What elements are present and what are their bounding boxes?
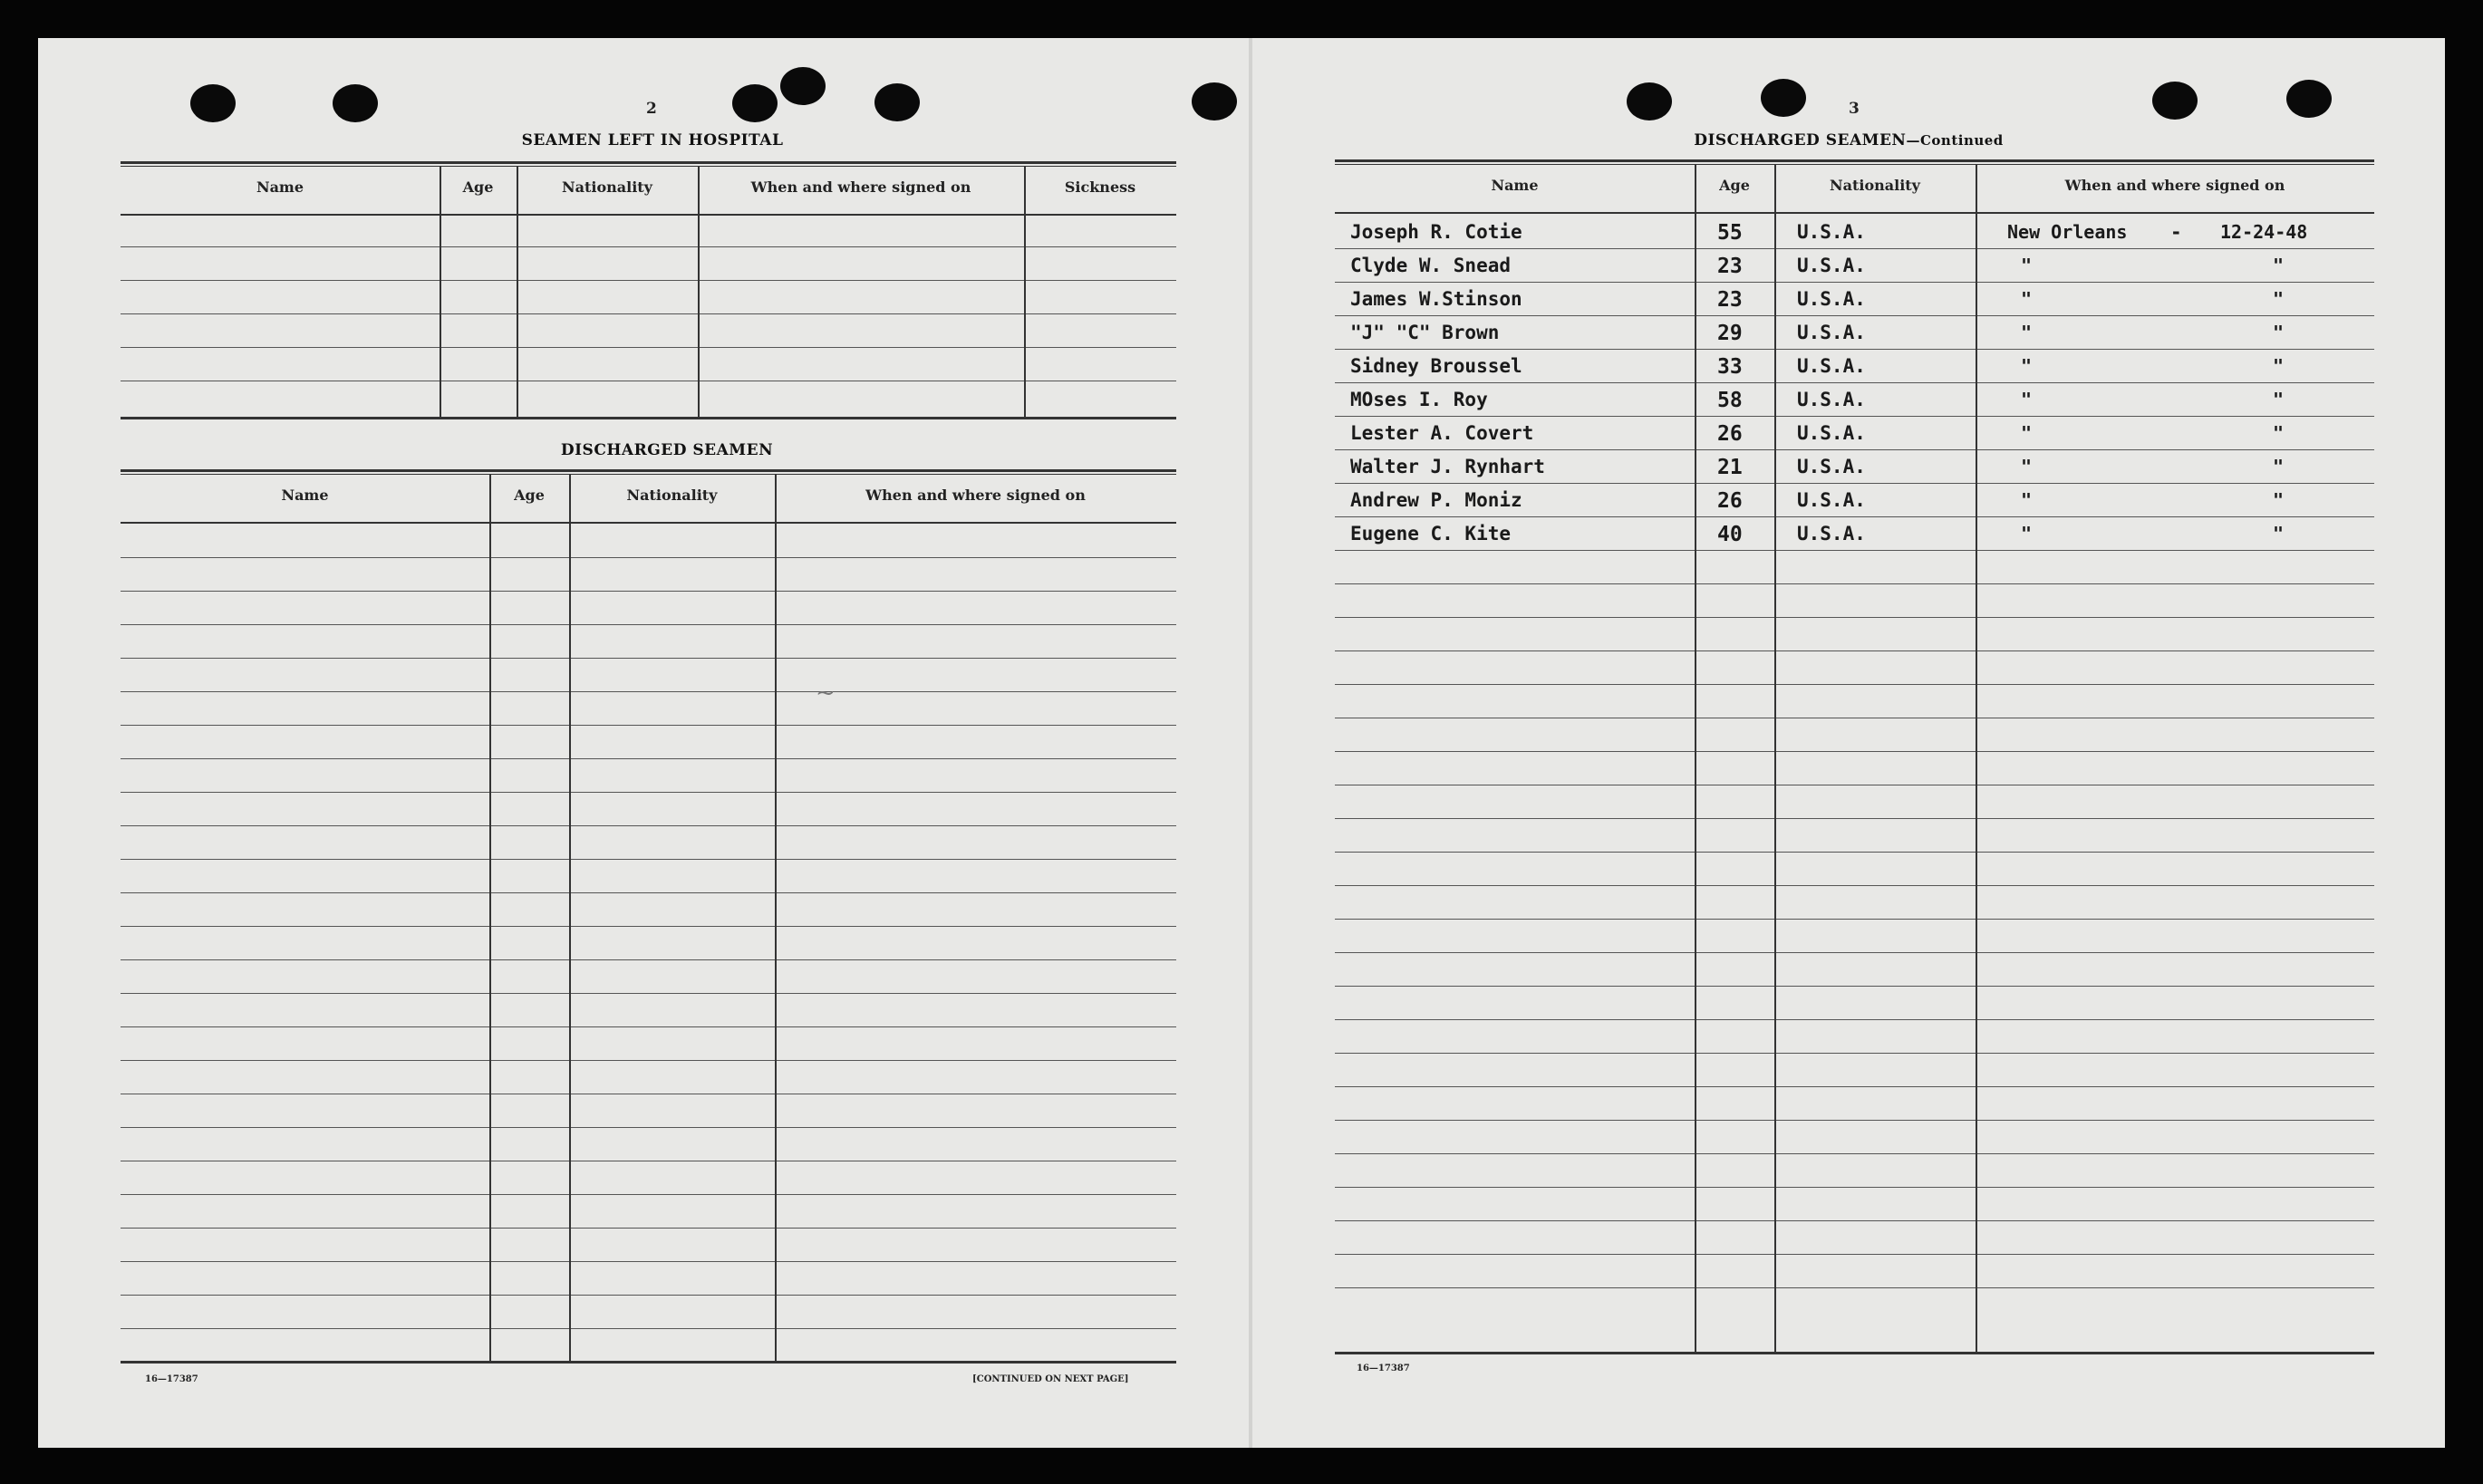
crew-age: 23 <box>1717 288 1743 312</box>
punch-hole <box>1192 82 1237 120</box>
column-header: Age <box>514 487 545 504</box>
crew-age: 23 <box>1717 255 1743 278</box>
form-number-right: 16—17387 <box>1357 1364 1410 1373</box>
scribble-mark: ~ <box>816 679 836 707</box>
signed-on-date: " <box>2273 322 2285 343</box>
discharged-continued-title-sub: —Continued <box>1906 132 2004 149</box>
table-row-line <box>121 825 1176 826</box>
table-row-line <box>121 280 1176 281</box>
signed-on-place: " <box>2021 489 2033 511</box>
table-row-line <box>121 1328 1176 1329</box>
signed-on-date: " <box>2273 255 2285 276</box>
column-header: Nationality <box>626 487 718 504</box>
table-column-divider <box>569 474 571 1361</box>
table-top-border <box>121 469 1176 472</box>
hospital-section-title: SEAMEN LEFT IN HOSPITAL <box>521 131 784 149</box>
crew-name: Walter J. Rynhart <box>1350 456 1545 477</box>
crew-age: 29 <box>1717 322 1743 345</box>
crew-name: Joseph R. Cotie <box>1350 221 1522 243</box>
table-row-line <box>1335 617 2374 618</box>
discharged-section-title: DISCHARGED SEAMEN <box>560 441 774 459</box>
column-header: Age <box>462 178 494 196</box>
signed-on-date: " <box>2273 288 2285 310</box>
table-row-line <box>1335 684 2374 685</box>
crew-nationality: U.S.A. <box>1797 422 1866 444</box>
table-row-line <box>1335 751 2374 752</box>
table-row-line <box>1335 1019 2374 1020</box>
column-header: When and where signed on <box>865 487 1086 504</box>
table-row-line <box>1335 282 2374 283</box>
crew-age: 40 <box>1717 523 1743 546</box>
signed-on-dash: - <box>2170 221 2182 243</box>
page-number-right: 3 <box>1849 100 1860 118</box>
signed-on-place: " <box>2021 523 2033 544</box>
table-row-line <box>1335 1287 2374 1288</box>
table-row-line <box>121 892 1176 893</box>
column-header: When and where signed on <box>2064 177 2285 194</box>
table-row-line <box>1335 818 2374 819</box>
table-row-line <box>1335 1153 2374 1154</box>
column-header: Name <box>281 487 329 504</box>
punch-hole <box>190 84 236 122</box>
page-number-left: 2 <box>646 100 657 118</box>
crew-nationality: U.S.A. <box>1797 255 1866 276</box>
signed-on-date: " <box>2273 422 2285 444</box>
table-row-line <box>121 591 1176 592</box>
signed-on-date: " <box>2273 489 2285 511</box>
table-column-divider <box>1024 166 1026 417</box>
crew-nationality: U.S.A. <box>1797 456 1866 477</box>
table-header-divider <box>121 522 1176 524</box>
crew-name: Andrew P. Moniz <box>1350 489 1522 511</box>
table-row-line <box>121 1127 1176 1128</box>
crew-age: 26 <box>1717 489 1743 513</box>
signed-on-place: " <box>2021 389 2033 410</box>
punch-hole <box>780 67 826 105</box>
column-header: Name <box>1491 177 1539 194</box>
table-header-divider <box>1335 212 2374 214</box>
punch-hole <box>874 83 920 121</box>
crew-nationality: U.S.A. <box>1797 322 1866 343</box>
table-bottom-border <box>1335 1352 2374 1354</box>
column-header: Sickness <box>1064 178 1136 196</box>
table-row-line <box>121 246 1176 247</box>
signed-on-date: 12-24-48 <box>2220 221 2308 243</box>
crew-name: Sidney Broussel <box>1350 355 1522 377</box>
table-row-line <box>1335 315 2374 316</box>
table-row-line <box>121 993 1176 994</box>
crew-name: James W.Stinson <box>1350 288 1522 310</box>
discharged-continued-title <box>1658 131 2039 149</box>
crew-name: Clyde W. Snead <box>1350 255 1512 276</box>
table-row-line <box>121 1261 1176 1262</box>
crew-nationality: U.S.A. <box>1797 523 1866 544</box>
table-row-line <box>1335 349 2374 350</box>
table-top-border-inner <box>121 474 1176 475</box>
column-header: Nationality <box>1830 177 1920 194</box>
table-row-line <box>1335 1053 2374 1054</box>
column-header: Nationality <box>562 178 652 196</box>
table-row-line <box>121 624 1176 625</box>
punch-hole <box>1761 79 1806 117</box>
crew-age: 26 <box>1717 422 1743 446</box>
table-row-line <box>1335 449 2374 450</box>
table-column-divider <box>489 474 491 1361</box>
signed-on-place: " <box>2021 355 2033 377</box>
form-number-left: 16—17387 <box>145 1374 198 1384</box>
table-row-line <box>121 959 1176 960</box>
table-row-line <box>121 859 1176 860</box>
table-row-line <box>1335 1220 2374 1221</box>
table-column-divider <box>517 166 518 417</box>
table-row-line <box>1335 550 2374 551</box>
table-row-line <box>1335 952 2374 953</box>
table-column-divider <box>1976 164 1977 1352</box>
column-header: Name <box>256 178 304 196</box>
crew-age: 58 <box>1717 389 1743 412</box>
table-row-line <box>1335 852 2374 853</box>
table-row-line <box>121 758 1176 759</box>
table-row-line <box>1335 885 2374 886</box>
signed-on-place: " <box>2021 456 2033 477</box>
table-top-border <box>121 161 1176 164</box>
table-row-line <box>121 1295 1176 1296</box>
table-row-line <box>1335 986 2374 987</box>
punch-hole <box>2152 82 2198 120</box>
punch-hole <box>732 84 778 122</box>
discharged-continued-title-main: DISCHARGED SEAMEN <box>1694 131 1907 149</box>
table-column-divider <box>440 166 441 417</box>
table-row-line <box>121 926 1176 927</box>
crew-nationality: U.S.A. <box>1797 221 1866 243</box>
punch-hole <box>333 84 378 122</box>
column-header: When and where signed on <box>750 178 971 196</box>
table-row-line <box>1335 248 2374 249</box>
table-bottom-border <box>121 1361 1176 1364</box>
signed-on-place: " <box>2021 255 2033 276</box>
crew-name: Eugene C. Kite <box>1350 523 1512 544</box>
signed-on-place: " <box>2021 422 2033 444</box>
table-row-line <box>121 557 1176 558</box>
table-row-line <box>121 313 1176 314</box>
table-row-line <box>1335 382 2374 383</box>
signed-on-date: " <box>2273 355 2285 377</box>
table-row-line <box>1335 650 2374 651</box>
crew-name: Lester A. Covert <box>1350 422 1534 444</box>
table-row-line <box>121 658 1176 659</box>
signed-on-place: New Orleans <box>2007 221 2128 243</box>
punch-hole <box>1627 82 1672 120</box>
page-fold <box>1249 38 1252 1448</box>
table-top-border <box>1335 159 2374 162</box>
crew-nationality: U.S.A. <box>1797 389 1866 410</box>
table-column-divider <box>775 474 777 1361</box>
table-row-line <box>1335 1086 2374 1087</box>
table-column-divider <box>698 166 700 417</box>
continued-note: [CONTINUED ON NEXT PAGE] <box>972 1374 1129 1384</box>
table-row-line <box>1335 1187 2374 1188</box>
table-row-line <box>121 792 1176 793</box>
table-row-line <box>1335 416 2374 417</box>
signed-on-date: " <box>2273 389 2285 410</box>
table-column-divider <box>1695 164 1696 1352</box>
table-row-line <box>121 1026 1176 1027</box>
signed-on-place: " <box>2021 322 2033 343</box>
table-row-line <box>1335 1254 2374 1255</box>
table-row-line <box>121 725 1176 726</box>
table-row-line <box>1335 516 2374 517</box>
table-header-divider <box>121 214 1176 216</box>
table-row-line <box>1335 919 2374 920</box>
signed-on-date: " <box>2273 456 2285 477</box>
table-column-divider <box>1774 164 1776 1352</box>
crew-age: 21 <box>1717 456 1743 479</box>
table-top-border-inner <box>121 166 1176 167</box>
crew-nationality: U.S.A. <box>1797 489 1866 511</box>
signed-on-place: " <box>2021 288 2033 310</box>
table-row-line <box>1335 483 2374 484</box>
crew-name: "J" "C" Brown <box>1350 322 1500 343</box>
document-sheet <box>38 38 2445 1448</box>
table-row-line <box>1335 1120 2374 1121</box>
table-row-line <box>121 691 1176 692</box>
table-row-line <box>121 1060 1176 1061</box>
column-header: Age <box>1719 177 1750 194</box>
table-bottom-border <box>121 417 1176 419</box>
table-row-line <box>121 1228 1176 1229</box>
crew-age: 33 <box>1717 355 1743 379</box>
table-row-line <box>121 1194 1176 1195</box>
crew-nationality: U.S.A. <box>1797 288 1866 310</box>
table-top-border-inner <box>1335 164 2374 165</box>
crew-name: MOses I. Roy <box>1350 389 1488 410</box>
signed-on-date: " <box>2273 523 2285 544</box>
crew-age: 55 <box>1717 221 1743 245</box>
crew-nationality: U.S.A. <box>1797 355 1866 377</box>
table-row-line <box>121 347 1176 348</box>
punch-hole <box>2286 80 2332 118</box>
table-row-line <box>1335 583 2374 584</box>
